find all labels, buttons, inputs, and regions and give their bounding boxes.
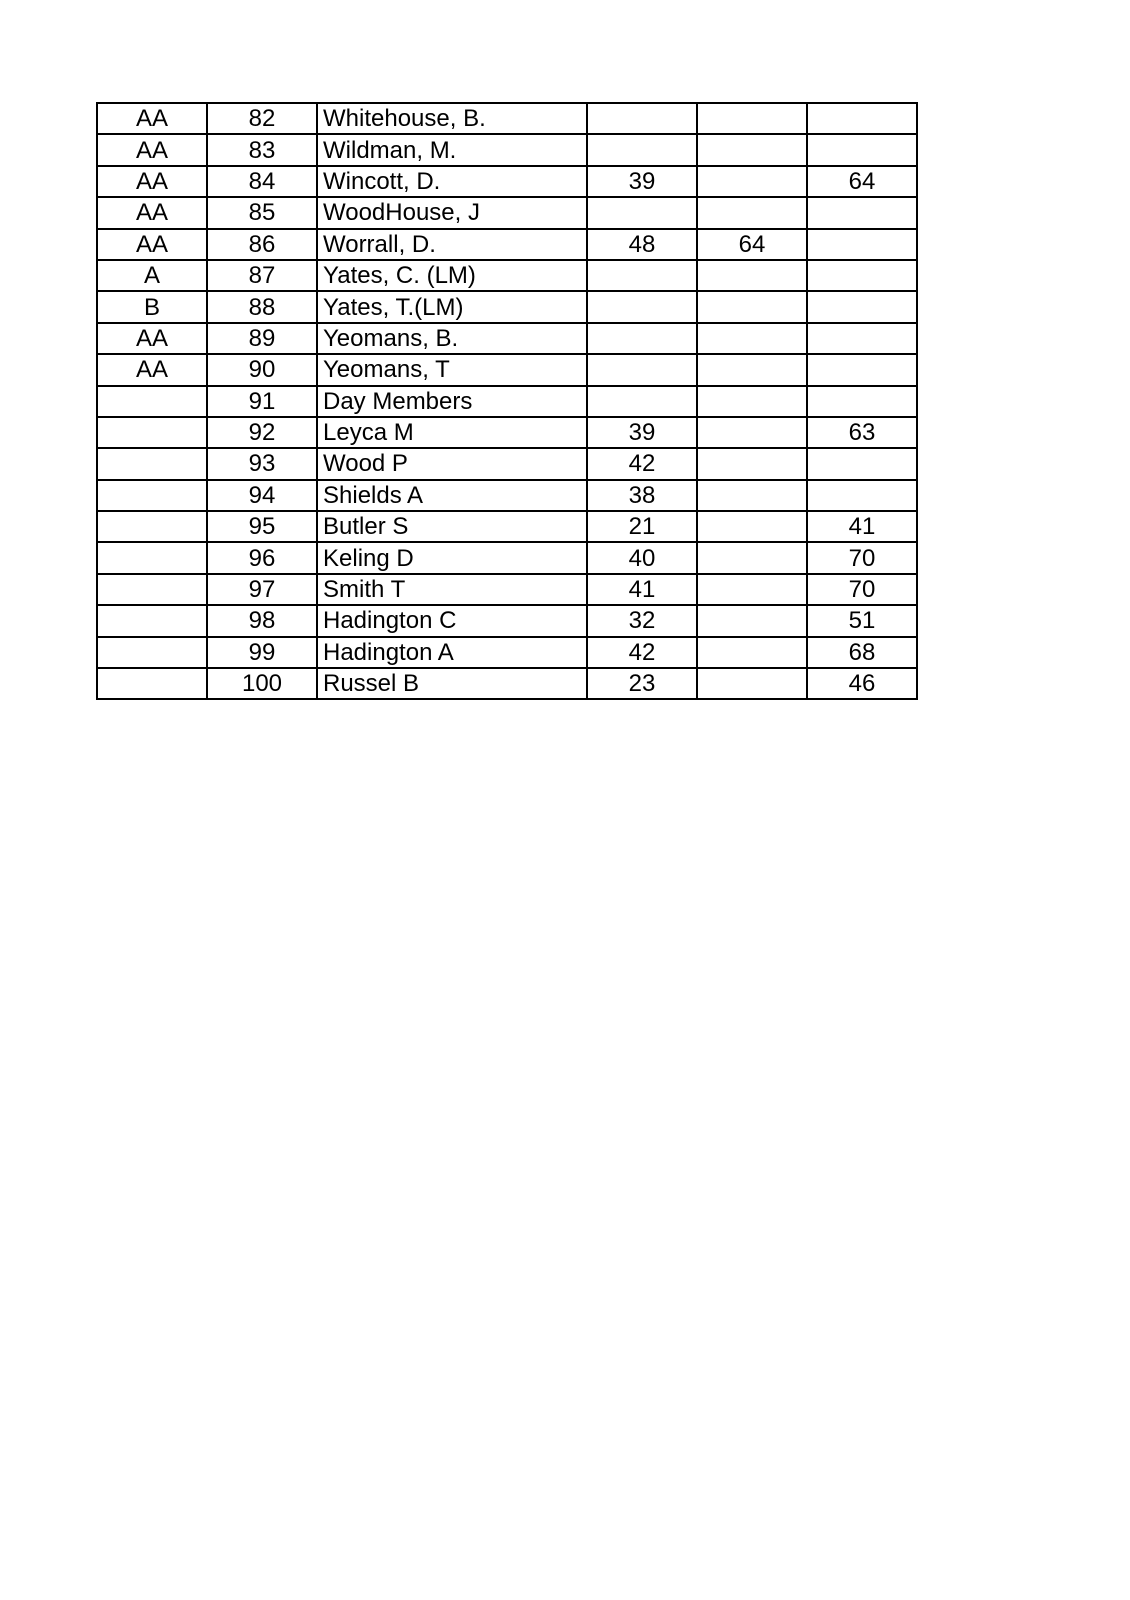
member-name-cell: Yeomans, B. <box>317 323 587 354</box>
score-1-cell <box>587 134 697 165</box>
score-1-cell: 23 <box>587 668 697 699</box>
member-name-cell: Whitehouse, B. <box>317 103 587 134</box>
score-2-cell <box>697 668 807 699</box>
score-2-cell <box>697 480 807 511</box>
member-number-cell: 96 <box>207 542 317 573</box>
score-2-cell <box>697 386 807 417</box>
score-2-cell <box>697 166 807 197</box>
member-name-cell: Wood P <box>317 448 587 479</box>
member-name-cell: Worrall, D. <box>317 229 587 260</box>
score-2-cell <box>697 197 807 228</box>
score-3-cell <box>807 480 917 511</box>
score-2-cell <box>697 260 807 291</box>
score-3-cell <box>807 448 917 479</box>
grade-cell <box>97 448 207 479</box>
member-number-cell: 89 <box>207 323 317 354</box>
member-name-cell: Russel B <box>317 668 587 699</box>
member-number-cell: 92 <box>207 417 317 448</box>
score-3-cell: 41 <box>807 511 917 542</box>
member-number-cell: 100 <box>207 668 317 699</box>
score-2-cell <box>697 542 807 573</box>
member-name-cell: Wincott, D. <box>317 166 587 197</box>
member-name-cell: WoodHouse, J <box>317 197 587 228</box>
score-3-cell <box>807 260 917 291</box>
score-2-cell <box>697 354 807 385</box>
grade-cell: AA <box>97 166 207 197</box>
grade-cell <box>97 386 207 417</box>
table-row <box>97 134 917 165</box>
score-3-cell <box>807 103 917 134</box>
score-3-cell <box>807 386 917 417</box>
grade-cell <box>97 511 207 542</box>
table-row <box>97 323 917 354</box>
member-name-cell: Butler S <box>317 511 587 542</box>
member-number-cell: 87 <box>207 260 317 291</box>
table-row <box>97 511 917 542</box>
score-3-cell: 63 <box>807 417 917 448</box>
table-row <box>97 386 917 417</box>
member-name-cell: Leyca M <box>317 417 587 448</box>
grade-cell: AA <box>97 323 207 354</box>
member-number-cell: 85 <box>207 197 317 228</box>
score-3-cell <box>807 291 917 322</box>
score-1-cell: 40 <box>587 542 697 573</box>
score-2-cell <box>697 323 807 354</box>
score-2-cell <box>697 448 807 479</box>
member-name-cell: Smith T <box>317 574 587 605</box>
score-3-cell: 64 <box>807 166 917 197</box>
member-number-cell: 93 <box>207 448 317 479</box>
score-3-cell: 51 <box>807 605 917 636</box>
score-1-cell <box>587 354 697 385</box>
grade-cell <box>97 542 207 573</box>
score-1-cell: 42 <box>587 448 697 479</box>
member-name-cell: Hadington C <box>317 605 587 636</box>
grade-cell <box>97 668 207 699</box>
grade-cell <box>97 605 207 636</box>
table-row <box>97 637 917 668</box>
score-2-cell <box>697 574 807 605</box>
table-row <box>97 668 917 699</box>
table-row <box>97 574 917 605</box>
table-row <box>97 417 917 448</box>
score-2-cell <box>697 511 807 542</box>
score-2-cell <box>697 103 807 134</box>
score-1-cell <box>587 197 697 228</box>
member-number-cell: 91 <box>207 386 317 417</box>
table-row <box>97 354 917 385</box>
member-number-cell: 98 <box>207 605 317 636</box>
score-1-cell: 39 <box>587 417 697 448</box>
score-3-cell: 68 <box>807 637 917 668</box>
grade-cell: AA <box>97 134 207 165</box>
score-1-cell: 41 <box>587 574 697 605</box>
score-1-cell <box>587 260 697 291</box>
score-3-cell: 46 <box>807 668 917 699</box>
table-row <box>97 291 917 322</box>
member-number-cell: 88 <box>207 291 317 322</box>
score-1-cell <box>587 323 697 354</box>
score-3-cell <box>807 323 917 354</box>
grade-cell: AA <box>97 229 207 260</box>
score-2-cell <box>697 134 807 165</box>
score-3-cell <box>807 354 917 385</box>
grade-cell: AA <box>97 354 207 385</box>
member-number-cell: 82 <box>207 103 317 134</box>
table-row <box>97 229 917 260</box>
member-name-cell: Keling D <box>317 542 587 573</box>
score-1-cell: 32 <box>587 605 697 636</box>
member-name-cell: Hadington A <box>317 637 587 668</box>
grade-cell: A <box>97 260 207 291</box>
score-2-cell: 64 <box>697 229 807 260</box>
score-3-cell: 70 <box>807 542 917 573</box>
member-number-cell: 90 <box>207 354 317 385</box>
table-row <box>97 166 917 197</box>
table-row <box>97 542 917 573</box>
table-row <box>97 605 917 636</box>
grade-cell <box>97 637 207 668</box>
grade-cell <box>97 417 207 448</box>
members-table-body <box>97 103 917 699</box>
score-1-cell: 21 <box>587 511 697 542</box>
member-name-cell: Yeomans, T <box>317 354 587 385</box>
grade-cell: B <box>97 291 207 322</box>
grade-cell: AA <box>97 103 207 134</box>
score-1-cell <box>587 386 697 417</box>
score-3-cell <box>807 134 917 165</box>
member-name-cell: Yates, C. (LM) <box>317 260 587 291</box>
member-number-cell: 99 <box>207 637 317 668</box>
member-name-cell: Shields A <box>317 480 587 511</box>
member-number-cell: 86 <box>207 229 317 260</box>
members-table <box>96 102 918 700</box>
member-name-cell: Yates, T.(LM) <box>317 291 587 322</box>
member-name-cell: Day Members <box>317 386 587 417</box>
score-1-cell <box>587 291 697 322</box>
score-3-cell <box>807 197 917 228</box>
score-2-cell <box>697 605 807 636</box>
grade-cell <box>97 480 207 511</box>
member-number-cell: 94 <box>207 480 317 511</box>
score-1-cell: 42 <box>587 637 697 668</box>
table-row <box>97 448 917 479</box>
score-1-cell: 48 <box>587 229 697 260</box>
score-2-cell <box>697 417 807 448</box>
score-1-cell <box>587 103 697 134</box>
table-row <box>97 480 917 511</box>
score-3-cell: 70 <box>807 574 917 605</box>
grade-cell <box>97 574 207 605</box>
table-row <box>97 103 917 134</box>
score-1-cell: 38 <box>587 480 697 511</box>
member-name-cell: Wildman, M. <box>317 134 587 165</box>
table-row <box>97 260 917 291</box>
member-number-cell: 95 <box>207 511 317 542</box>
score-1-cell: 39 <box>587 166 697 197</box>
grade-cell: AA <box>97 197 207 228</box>
member-number-cell: 97 <box>207 574 317 605</box>
member-number-cell: 84 <box>207 166 317 197</box>
member-number-cell: 83 <box>207 134 317 165</box>
score-2-cell <box>697 291 807 322</box>
score-2-cell <box>697 637 807 668</box>
score-3-cell <box>807 229 917 260</box>
table-row <box>97 197 917 228</box>
